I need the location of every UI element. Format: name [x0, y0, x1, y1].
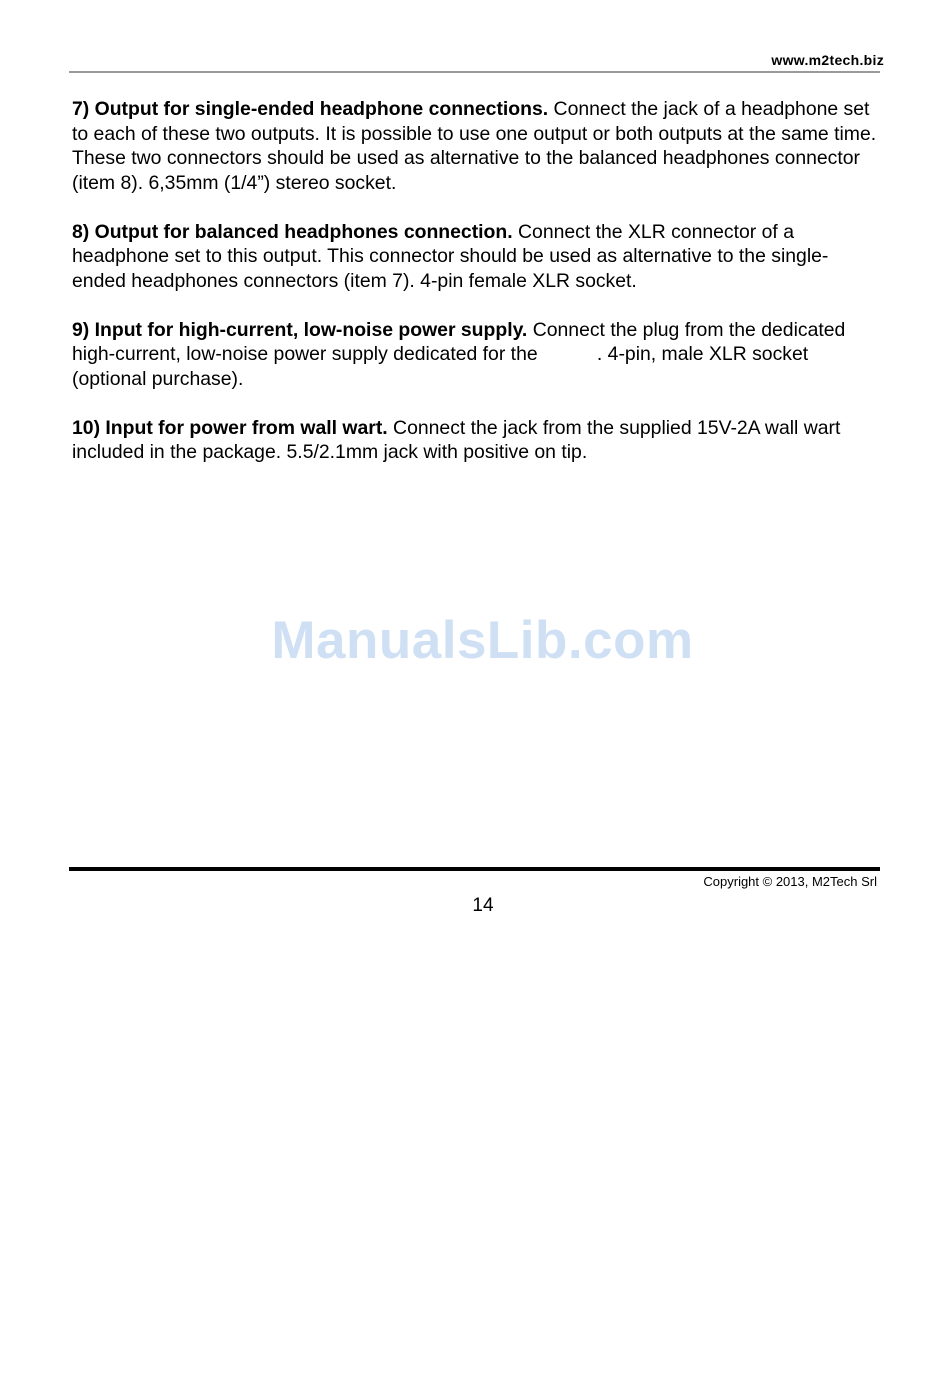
header-divider	[69, 71, 880, 73]
item-7-output-single-ended	[72, 97, 882, 195]
watermark: ManualsLib.com	[271, 611, 694, 670]
copyright-notice: Copyright © 2013, M2Tech Srl	[703, 874, 877, 889]
document-body	[72, 97, 882, 489]
item-text: Connect the XLR connector of a headphone set to this output. This connector should be used as alternative to the single-ended headphones connectors (item 7). 4-pin female XLR socket.	[72, 220, 829, 292]
item-heading: 10) Input for power from wall wart.	[72, 416, 388, 439]
item-text: Connect the plug from the dedicated high-current, low-noise power supply dedicated for the . 4-pin, male XLR socket (optional purchase).	[72, 318, 851, 390]
footer-divider	[69, 867, 880, 871]
page-number: 14	[472, 895, 494, 916]
item-heading: 7) Output for single-ended headphone connections.	[72, 98, 549, 120]
header-url: www.m2tech.biz	[771, 52, 884, 68]
item-10-input-wall-wart	[72, 416, 882, 465]
item-9-input-power-supply	[72, 318, 882, 392]
item-text: Connect the jack of a headphone set to each of these two outputs. It is possible to use one output or both outputs at the same time. These two connectors should be used as alternative to the balanced headphones connector (item 8). 6,35mm (1/4”) stereo socket.	[72, 98, 882, 194]
item-heading: 8) Output for balanced headphones connection.	[72, 220, 513, 243]
item-text: Connect the jack from the supplied 15V-2A wall wart included in the package. 5.5/2.1mm jack with positive on tip.	[72, 416, 846, 463]
item-heading: 9) Input for high-current, low-noise power supply.	[72, 318, 528, 341]
item-8-output-balanced	[72, 220, 882, 294]
